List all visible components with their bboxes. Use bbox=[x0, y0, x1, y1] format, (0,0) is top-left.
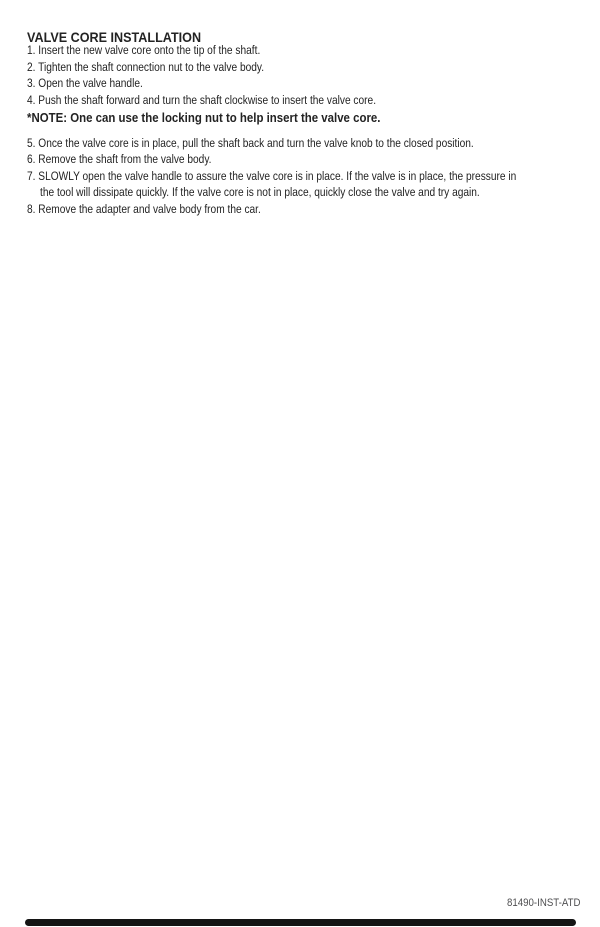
document-code bbox=[507, 894, 591, 909]
section-title bbox=[27, 24, 600, 45]
step-8-text: 8. Remove the adapter and valve body from the car. bbox=[27, 201, 261, 216]
step-7-continuation-text: the tool will dissipate quickly. If the valve core is not in place, quickly close the valve and try again. bbox=[40, 185, 480, 199]
step-2-line bbox=[27, 59, 600, 76]
page-bottom-rule bbox=[25, 919, 576, 926]
step-7-line bbox=[27, 168, 600, 185]
step-4-text: 4. Push the shaft forward and turn the shaft clockwise to insert the valve core. bbox=[27, 92, 377, 107]
section-title-text: VALVE CORE INSTALLATION bbox=[27, 29, 202, 45]
instruction-content bbox=[0, 0, 600, 217]
note-text: *NOTE: One can use the locking nut to help insert the valve core. bbox=[27, 110, 381, 125]
step-1-text: 1. Insert the new valve core onto the tip of the shaft. bbox=[27, 43, 261, 57]
step-6-text: 6. Remove the shaft from the valve body. bbox=[27, 152, 212, 166]
step-3-line bbox=[27, 75, 600, 92]
step-5-text: 5. Once the valve core is in place, pull the shaft back and turn the valve knob to the closed position. bbox=[27, 135, 474, 150]
document-code-text: 81490-INST-ATD bbox=[507, 897, 581, 909]
step-7-continuation-line bbox=[27, 184, 600, 201]
step-7-text: 7. SLOWLY open the valve handle to assure the valve core is in place. If the valve is in place, the pressure in bbox=[27, 168, 517, 183]
step-2-text: 2. Tighten the shaft connection nut to the valve body. bbox=[27, 59, 265, 74]
step-5-line bbox=[27, 135, 600, 152]
step-4-line bbox=[27, 92, 600, 109]
step-6-line bbox=[27, 151, 600, 168]
step-3-text: 3. Open the valve handle. bbox=[27, 76, 143, 90]
note-line bbox=[27, 110, 600, 127]
step-8-line bbox=[27, 201, 600, 218]
step-1-line bbox=[27, 42, 600, 59]
